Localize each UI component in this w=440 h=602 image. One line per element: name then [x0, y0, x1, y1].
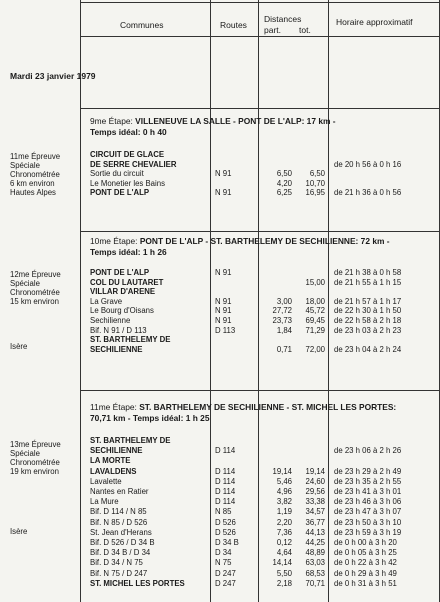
stage10-region: Isère [10, 342, 28, 351]
time-cell: de 21 h 55 à 1 h 15 [334, 277, 402, 287]
commune-name: Bif. D 114 / N 85 [90, 507, 147, 517]
epreuve-note: Hautes Alpes [10, 188, 56, 197]
section-rule [80, 108, 440, 109]
distance-part: 5,50 [276, 568, 292, 578]
distance-total: 44,25 [305, 538, 325, 547]
distance-total: 19,14 [305, 466, 325, 476]
commune-name: Sechilienne [90, 316, 131, 325]
header-communes: Communes [120, 20, 164, 30]
epreuve-note: 12me Épreuve [10, 270, 61, 279]
header-routes: Routes [220, 20, 247, 30]
itinerary-row [0, 335, 440, 344]
commune-name: Bif. D 34 B / D 34 [90, 548, 151, 558]
time-cell: de 21 h 57 à 1 h 17 [334, 296, 402, 306]
route-cell: D 114 [215, 466, 236, 476]
route-cell: D 114 [215, 476, 236, 486]
stage10-temps: Temps idéal: 1 h 26 [90, 247, 167, 257]
commune-name: St. Jean d'Herans [90, 527, 152, 537]
distance-total: 15,00 [305, 277, 325, 287]
commune-name: LA MORTE [90, 456, 131, 466]
commune-name: ST. BARTHELEMY DE [90, 436, 171, 445]
itinerary-row [0, 487, 440, 496]
commune-name: CIRCUIT DE GLACE [90, 150, 165, 159]
distance-part: 4,20 [276, 178, 292, 188]
itinerary-row [0, 569, 440, 578]
time-cell: de 0 h 00 à 3 h 20 [334, 538, 397, 547]
distance-part: 7,36 [276, 527, 292, 537]
distance-part: 6,25 [276, 188, 292, 197]
time-cell: de 23 h 35 à 2 h 55 [334, 476, 402, 486]
route-cell: N 91 [215, 268, 232, 277]
commune-name: La Mure [90, 497, 119, 507]
commune-name: Bif. D 526 / D 34 B [90, 538, 155, 547]
epreuve-note: Spéciale [10, 279, 40, 288]
time-cell: de 23 h 41 à 3 h 01 [334, 487, 402, 496]
time-cell: de 0 h 22 à 3 h 42 [334, 558, 397, 568]
itinerary-row [0, 538, 440, 547]
time-cell: de 23 h 03 à 2 h 23 [334, 325, 402, 335]
commune-name: LAVALDENS [90, 466, 137, 476]
route-cell: N 91 [215, 316, 232, 325]
header-top-rule [80, 2, 440, 3]
distance-total: 24,60 [305, 476, 325, 486]
distance-part: 23,73 [272, 316, 292, 325]
time-cell: de 23 h 29 à 2 h 49 [334, 466, 402, 476]
commune-name: Bif. N 85 / D 526 [90, 517, 148, 527]
time-cell: de 23 h 04 à 2 h 24 [334, 344, 402, 354]
distance-total: 44,13 [305, 527, 325, 537]
epreuve-note: 11me Épreuve [10, 152, 61, 161]
itinerary-row [0, 179, 440, 188]
itinerary-row [0, 518, 440, 527]
route-cell: D 526 [215, 517, 236, 527]
epreuve-note: Spéciale [10, 161, 40, 170]
epreuve-note: Chronométrée [10, 288, 60, 297]
commune-name: Bif. N 91 / D 113 [90, 325, 147, 335]
commune-name: SECHILIENNE [90, 446, 143, 456]
route-cell: D 34 [215, 548, 232, 558]
distance-total: 18,00 [305, 296, 325, 306]
commune-name: Bif. N 75 / D 247 [90, 568, 148, 578]
itinerary-row [0, 477, 440, 486]
stage11-region: Isère [10, 527, 28, 536]
distance-total: 34,57 [305, 507, 325, 517]
distance-part: 14,14 [272, 558, 292, 568]
itinerary-row [0, 548, 440, 557]
stage9-temps: Temps idéal: 0 h 40 [90, 127, 167, 137]
route-cell: D 526 [215, 527, 236, 537]
commune-name: Sortie du circuit [90, 169, 144, 178]
commune-name: COL DU LAUTARET [90, 277, 164, 287]
date-heading: Mardi 23 janvier 1979 [10, 71, 96, 81]
itinerary-row [0, 169, 440, 178]
itinerary-row [0, 160, 440, 169]
header-tot: tot. [299, 25, 311, 35]
distance-part: 2,20 [276, 517, 292, 527]
itinerary-row [0, 456, 440, 465]
distance-total: 36,77 [305, 517, 325, 527]
itinerary-row [0, 316, 440, 325]
distance-part: 3,82 [276, 497, 292, 507]
itinerary-row [0, 507, 440, 516]
time-cell: de 0 h 29 à 3 h 49 [334, 568, 397, 578]
time-cell: de 20 h 56 à 0 h 16 [334, 159, 402, 169]
itinerary-row [0, 278, 440, 287]
distance-part: 5,46 [276, 476, 292, 486]
distance-part: 3,00 [276, 296, 292, 306]
commune-name: ST. BARTHELEMY DE [90, 335, 171, 345]
distance-total: 70,71 [305, 578, 325, 588]
distance-total: 45,72 [305, 306, 325, 316]
route-cell: D 114 [215, 446, 236, 456]
itinerary-row [0, 579, 440, 588]
distance-part: 4,96 [276, 487, 292, 496]
stage11-temps: 70,71 km - Temps idéal: 1 h 25 [90, 413, 210, 423]
itinerary-row [0, 528, 440, 537]
distance-total: 10,70 [305, 178, 325, 188]
itinerary-row [0, 558, 440, 567]
distance-part: 1,19 [276, 507, 292, 517]
time-cell: de 0 h 05 à 3 h 25 [334, 548, 397, 558]
distance-total: 33,38 [305, 497, 325, 507]
route-cell: D 247 [215, 568, 236, 578]
commune-name: PONT DE L'ALP [90, 268, 150, 277]
distance-total: 48,89 [305, 548, 325, 558]
distance-part: 0,12 [276, 538, 292, 547]
itinerary-row [0, 436, 440, 445]
time-cell: de 21 h 38 à 0 h 58 [334, 268, 402, 277]
time-cell: de 22 h 30 à 1 h 50 [334, 306, 402, 316]
epreuve-note: 6 km environ [10, 179, 55, 188]
time-cell: de 23 h 50 à 3 h 10 [334, 517, 402, 527]
route-cell: D 247 [215, 578, 236, 588]
epreuve-note: Spéciale [10, 449, 40, 458]
distance-part: 4,64 [276, 548, 292, 558]
route-cell: N 91 [215, 296, 232, 306]
distance-total: 69,45 [305, 316, 325, 325]
epreuve-note: 15 km environ [10, 297, 59, 306]
header-part: part. [264, 25, 282, 35]
stage9-title: 9me Étape: VILLENEUVE LA SALLE - PONT DE L'ALP: 17 km - [90, 116, 336, 126]
distance-part: 0,71 [276, 344, 292, 354]
stage10-title: 10me Étape: PONT DE L'ALP - ST. BARTHELEMY DE SECHILIENNE: 72 km - [90, 236, 390, 246]
commune-name: Nantes en Ratier [90, 487, 149, 496]
distance-total: 63,03 [305, 558, 325, 568]
distance-part: 19,14 [272, 466, 292, 476]
header-bottom-rule [80, 36, 440, 37]
distance-total: 16,95 [305, 188, 325, 197]
route-cell: D 113 [215, 325, 236, 335]
itinerary-row [0, 467, 440, 476]
commune-name: DE SERRE CHEVALIER [90, 159, 177, 169]
route-cell: D 114 [215, 497, 236, 507]
epreuve-note: 13me Épreuve [10, 440, 61, 449]
commune-name: La Grave [90, 296, 123, 306]
route-cell: D 34 B [215, 538, 239, 547]
itinerary-row [0, 150, 440, 159]
itinerary-row [0, 306, 440, 315]
commune-name: Lavalette [90, 476, 122, 486]
distance-total: 71,29 [305, 325, 325, 335]
section-rule [80, 390, 440, 391]
epreuve-note: Chronométrée [10, 170, 60, 179]
distance-part: 2,18 [276, 578, 292, 588]
time-cell: de 23 h 46 à 3 h 06 [334, 497, 402, 507]
distance-part: 1,84 [276, 325, 292, 335]
itinerary-row [0, 446, 440, 455]
route-cell: N 91 [215, 169, 232, 178]
distance-total: 72,00 [305, 344, 325, 354]
header-distances: Distances [264, 14, 302, 24]
epreuve-note: Chronométrée [10, 458, 60, 467]
itinerary-row [0, 268, 440, 277]
time-cell: de 23 h 06 à 2 h 26 [334, 446, 402, 456]
route-cell: N 91 [215, 306, 232, 316]
commune-name: Le Bourg d'Oisans [90, 306, 154, 316]
itinerary-row [0, 345, 440, 354]
route-cell: N 85 [215, 507, 232, 517]
header-horaire: Horaire approximatif [336, 17, 413, 27]
time-cell: de 22 h 58 à 2 h 18 [334, 316, 402, 325]
distance-part: 6,50 [276, 169, 292, 178]
time-cell: de 23 h 47 à 3 h 07 [334, 507, 402, 517]
commune-name: VILLAR D'ARENE [90, 287, 156, 297]
distance-total: 6,50 [309, 169, 325, 178]
itinerary-row [0, 497, 440, 506]
stage11-title: 11me Étape: ST. BARTHELEMY DE SECHILIENNE - ST. MICHEL LES PORTES: [90, 402, 397, 412]
commune-name: Bif. D 34 / N 75 [90, 558, 143, 568]
route-cell: D 114 [215, 487, 236, 496]
distance-part: 27,72 [272, 306, 292, 316]
distance-total: 29,56 [305, 487, 325, 496]
commune-name: Le Monetier les Bains [90, 178, 165, 188]
itinerary-row [0, 297, 440, 306]
commune-name: PONT DE L'ALP [90, 188, 150, 197]
itinerary-row [0, 188, 440, 197]
commune-name: ST. MICHEL LES PORTES [90, 578, 185, 588]
route-cell: N 75 [215, 558, 232, 568]
time-cell: de 21 h 36 à 0 h 56 [334, 188, 402, 197]
section-rule [80, 231, 440, 232]
epreuve-note: 19 km environ [10, 467, 59, 476]
route-cell: N 91 [215, 188, 232, 197]
time-cell: de 23 h 59 à 3 h 19 [334, 527, 402, 537]
itinerary-row [0, 326, 440, 335]
distance-total: 68,53 [305, 568, 325, 578]
commune-name: SECHILIENNE [90, 344, 143, 354]
time-cell: de 0 h 31 à 3 h 51 [334, 578, 397, 588]
itinerary-row [0, 287, 440, 296]
